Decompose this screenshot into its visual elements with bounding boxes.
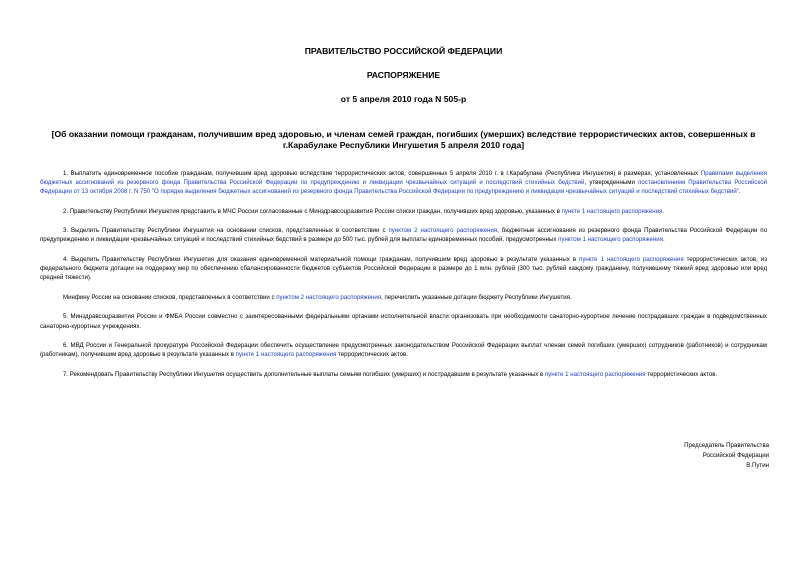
paragraph-text: , перечислить указанные дотации бюджету Республики Ингушетия. [381,293,572,301]
paragraph-text: , бюджетные ассигнования из резервного фонда Правительства Российской Федерации по предупреждению и ликвидации чрезвычайных ситуаций и последствий стихийных бедствий в размере до 500 тыс. рублей для выплаты единовременных пособий, предусмотренных [40,227,767,244]
paragraph-text: . [662,207,665,215]
item-2-link[interactable]: пунктом 2 настоящего распоряжения [388,227,498,235]
document-body [40,169,767,379]
signer-position: Председатель Правительства [684,442,769,449]
paragraph-text: 6. МВД России и Генеральной прокуратуре Российской Федерации обеспечить осуществление предусмотренных законодательством Российской Федерации выплат членам семей погибших (умерших) сотрудников (работников) и сотрудникам (работникам), получившим вред здоровью в результате указанных в [40,342,767,359]
paragraph-text: террористических актов. [645,370,718,378]
paragraph-3 [40,226,767,244]
item-1-link[interactable]: пункте 1 настоящего распоряжения [235,351,337,359]
item-1-link[interactable]: пунктом 1 настоящего распоряжения [558,236,664,244]
paragraph-6 [40,312,767,330]
paragraph-text: 2. Правительству Республики Ингушетия представить в МЧС России согласованные с Минздравсоцразвития России списки граждан, получивших вред здоровью, указанных в [63,207,562,215]
paragraph-text: террористических актов, из федерального бюджета дотации на поддержку мер по обеспечению сбалансированности бюджетов субъектов Российской Федерации в размере до 1 млн. рублей (300 тыс. рублей каждому гражданину, получившему тяжкий вред здоровью или вред средней тяжести). [40,256,767,282]
item-2-link[interactable]: пунктом 2 настоящего распоряжения [276,293,382,301]
document-type-heading: РАСПОРЯЖЕНИЕ [366,70,441,80]
government-heading: ПРАВИТЕЛЬСТВО РОССИЙСКОЙ ФЕДЕРАЦИИ [304,46,503,56]
signature-block [684,441,769,471]
document-date-number: от 5 апреля 2010 года N 505-р [340,94,467,104]
paragraph-7 [40,341,767,359]
paragraph-text: террористических актов. [336,351,408,359]
paragraph-5 [40,293,767,302]
paragraph-2 [40,207,767,216]
paragraph-8 [40,370,767,379]
paragraph-text: . [663,236,665,244]
paragraph-text: Минфину России на основании списков, представленных в соответствии с [63,293,277,301]
paragraph-text: 1. Выплатить единовременное пособие гражданам, получившим вред здоровью вследствие террористических актов, совершенных 5 апреля 2010 г. в г.Карабулаке (Республика Ингушетия) в размерах, установленных [63,170,701,177]
signer-organization: Российской Федерации [702,452,769,459]
paragraph-text: 3. Выделить Правительству Республики Ингушетия на основании списков, представленных в соответствии с [63,227,389,235]
paragraph-text: 5. Минздравсоцразвития России и ФМБА России совместно с заинтересованными федеральными органами исполнительной власти организовать при необходимости санаторно-курортное лечение пострадавших граждан в подведомственных санаторно-курортных учреждениях. [40,313,767,330]
paragraph-text: , утвержденными [584,179,639,187]
item-1-link[interactable]: пункте 1 настоящего распоряжения [561,207,663,215]
document-title: [Об оказании помощи гражданам, получившим вред здоровью, и членам семей граждан, погибших (умерших) вследствие террористических актов, совершенных в г.Карабулаке Республики Ингушетия 5 апреля 2010 года] [51,129,756,150]
item-1-link[interactable]: пункте 1 настоящего распоряжения [544,370,646,378]
paragraph-text: 7. Рекомендовать Правительству Республики Ингушетия осуществить дополнительные выплаты семьям погибших (умерших) и пострадавшим в результате указанных в [63,370,545,378]
paragraph-text: 4. Выделить Правительству Республики Ингушетия для оказания единовременной материальной помощи гражданам, получившим вред здоровью в результате указанных в [63,256,580,264]
paragraph-4 [40,255,767,282]
rules-link[interactable]: Правилами выделения бюджетных ассигнований из резервного фонда Правительства Российской Федерации по предупреждению и ликвидации чрезвычайных ситуаций и последствий стихийных бедствий [40,170,768,187]
paragraph-text: . [738,188,741,196]
resolution-link[interactable]: постановлением Правительства Российской Федерации от 13 октября 2008 г. N 750 "О порядке выделения бюджетных ассигнований из резервного фонда Правительства Российской Федерации по предупреждению и ликвидации чрезвычайных ситуаций и последствий стихийных бедствий" [40,179,768,196]
signer-name: В.Путин [746,462,769,469]
paragraph-1 [40,169,767,196]
item-1-link[interactable]: пункте 1 настоящего распоряжения [579,256,684,264]
